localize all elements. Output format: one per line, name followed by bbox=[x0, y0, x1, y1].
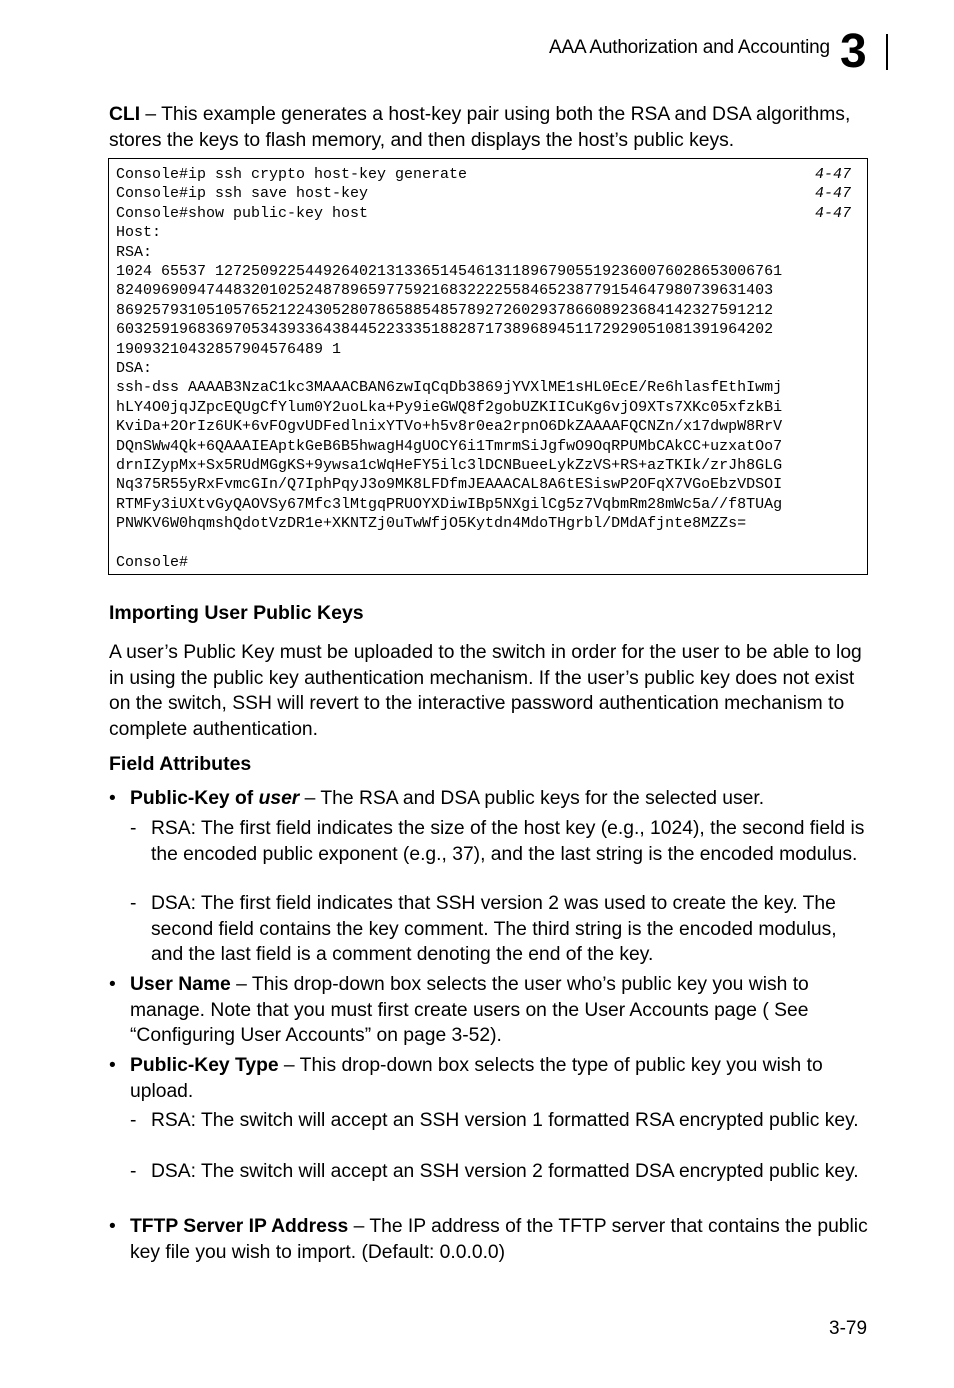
page-reference: 4-47 bbox=[814, 204, 851, 222]
running-header-title: AAA Authorization and Accounting bbox=[549, 37, 830, 58]
code-line: KviDa+2OrIz6UK+6vFOgvUDFedlnixYTVo+h5v8r0ea2rpnO6DkZAAAAFQCNZn/x17dwpW8RrV bbox=[116, 418, 783, 436]
code-line: hLY4O0jqJZpcEQUgCfYlum0Y2uoLka+Py9ieGWQ8f2gobUZKIICuKg6vjO9XTs7XKc05xfzkBi bbox=[116, 398, 783, 416]
code-line: Console# bbox=[116, 554, 189, 571]
code-line: 19093210432857904576489 1 bbox=[116, 340, 342, 358]
term: User Name bbox=[130, 974, 231, 995]
code-line: DQnSWw4Qk+6QAAAIEAptkGeB6B5hwagH4gUOCY6i1TmrmSiJgfwO9OqRPUMbCAkCC+uzxatOo7 bbox=[116, 437, 783, 455]
code-line: 8240969094744832010252487896597759216832222558465238779154647980739631403 bbox=[116, 282, 774, 300]
dash-marker: - bbox=[130, 818, 137, 839]
code-line: DSA: bbox=[116, 360, 153, 377]
term: Public-Key of bbox=[130, 788, 259, 809]
term-description: – This drop-down box selects the user who’s public key you wish to manage. Note that you must first create users on the User Accounts page ( See “Configuring User Accounts” on page 3-52). bbox=[130, 974, 809, 1046]
term: TFTP Server IP Address bbox=[130, 1216, 349, 1237]
field-attributes-heading: Field Attributes bbox=[109, 753, 252, 775]
code-line: ssh-dss AAAAB3NzaC1kc3MAAACBAN6zwIqCqDb3869jYVXlME1sHL0EcE/Re6hlasfEthIwmj bbox=[116, 379, 783, 397]
importing-paragraph: A user’s Public Key must be uploaded to the switch in order for the user to be able to log in using the public key authentication mechanism. If the user’s public key does not exist on the switch, SSH will revert to the interactive password authentication mechanism to complete authentication. bbox=[109, 642, 862, 740]
cli-intro-paragraph bbox=[109, 102, 871, 153]
code-line: Console#ip ssh save host-key bbox=[116, 185, 369, 203]
chapter-divider bbox=[886, 34, 888, 70]
code-line: Console#ip ssh crypto host-key generate bbox=[116, 166, 468, 183]
sub-item-text: RSA: The switch will accept an SSH version 1 formatted RSA encrypted public key. bbox=[151, 1110, 859, 1131]
cli-intro-text: – This example generates a host-key pair using both the RSA and DSA algorithms, stores the keys to flash memory, and then displays the host’s public keys. bbox=[109, 104, 851, 151]
code-line: RSA: bbox=[116, 243, 153, 261]
bullet-marker: • bbox=[109, 1055, 116, 1076]
bullet-marker: • bbox=[109, 788, 116, 809]
term: Public-Key Type bbox=[130, 1055, 279, 1076]
dash-marker: - bbox=[130, 1161, 137, 1182]
bullet-marker: • bbox=[109, 1216, 116, 1237]
code-line: Nq375R55yRxFvmcGIn/Q7IphPqyJ3o9MK8LFDfmJEAAACAL8A6tESiswP2OFqX7VGoEbzVDSOI bbox=[116, 476, 783, 494]
cli-example-box bbox=[108, 158, 868, 575]
code-line: 1024 65537 127250922544926402131336514546131189679055192360076028653006761 bbox=[116, 263, 783, 280]
dash-marker: - bbox=[130, 1110, 137, 1131]
term-italic: user bbox=[258, 788, 300, 809]
term-description: – The IP address of the TFTP server that contains the public key file you wish to import. (Default: 0.0.0.0) bbox=[130, 1216, 868, 1263]
page-number: 3-79 bbox=[829, 1318, 868, 1339]
sub-item-text: DSA: The switch will accept an SSH version 2 formatted DSA encrypted public key. bbox=[151, 1161, 859, 1182]
code-line: RTMFy3iUXtvGyQAOVSy67Mfc3lMtgqPRUOYXDiwIBp5NXgilCg5z7VqbmRm28mWc5a//f8TUAg bbox=[116, 495, 783, 513]
code-line: PNWKV6W0hqmshQdotVzDR1e+XKNTZj0uTwWfjO5Kytdn4MdoTHgrbl/DMdAfjnte8MZZs= bbox=[116, 515, 747, 533]
chapter-number: 3 bbox=[840, 25, 867, 78]
page-reference: 4-47 bbox=[814, 185, 851, 203]
code-line: Host: bbox=[116, 224, 162, 242]
sub-item-text: DSA: The first field indicates that SSH version 2 was used to create the key. The second field contains the key comment. The third string is the encoded modulus, and the last field is a comment denoting the end of the key. bbox=[151, 893, 837, 965]
sub-item-text: RSA: The first field indicates the size of the host key (e.g., 1024), the second field is the encoded public exponent (e.g., 37), and the last string is the encoded modulus. bbox=[151, 818, 865, 865]
code-line: Console#show public-key host bbox=[116, 204, 369, 222]
cli-label: CLI bbox=[109, 104, 141, 125]
code-line: 6032591968369705343933643844522333518828717389689451172929051081391964202 bbox=[116, 321, 774, 339]
dash-marker: - bbox=[130, 893, 137, 914]
term-description: – The RSA and DSA public keys for the selected user. bbox=[299, 788, 765, 809]
bullet-marker: • bbox=[109, 974, 116, 995]
code-line: drnIZypMx+Sx5RUdMGgKS+9ywsa1cWqHeFY5ilc3lDCNBueeLykZzVS+RS+azTKIk/zrJh8GLG bbox=[116, 457, 783, 474]
code-line: 8692579310510576521224305280786588548578927260293786608923684142327591212 bbox=[116, 301, 774, 319]
section-heading-importing: Importing User Public Keys bbox=[109, 602, 364, 624]
term-description: – This drop-down box selects the type of public key you wish to upload. bbox=[130, 1055, 823, 1102]
page-reference: 4-47 bbox=[814, 166, 851, 183]
